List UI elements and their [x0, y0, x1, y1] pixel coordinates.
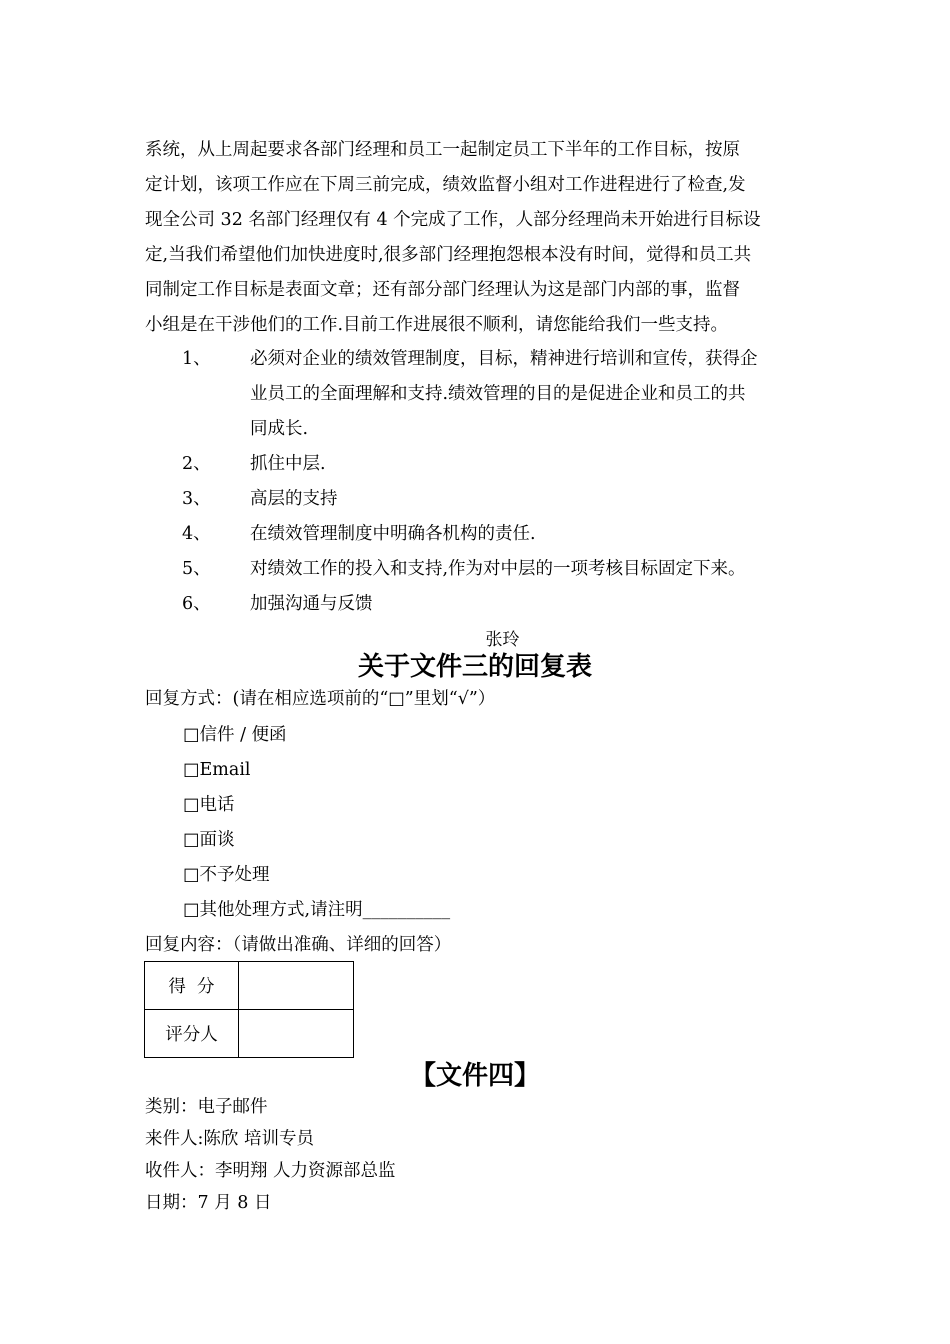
reply-content-label: 回复内容：（请做出准确、详细的回答）	[145, 935, 452, 955]
reply-form-title: 关于文件三的回复表	[357, 652, 592, 682]
list-item-line: 业员工的全面理解和支持.绩效管理的目的是促进企业和员工的共	[250, 384, 746, 404]
table-row	[145, 962, 354, 1010]
list-item-number: 4、	[182, 524, 211, 544]
list-item-text: 抓住中层.	[250, 454, 326, 474]
document-four-title: 【文件四】	[409, 1061, 540, 1091]
letter-line: 同制定工作目标是表面文章；还有部分部门经理认为这是部门内部的事，监督	[145, 280, 740, 300]
grader-field[interactable]	[239, 1010, 354, 1058]
score-label: 得 分	[145, 962, 239, 1010]
reply-method-label: 回复方式：(请在相应选项前的“□”里划“√”）	[145, 689, 496, 709]
letter-line: 小组是在干涉他们的工作.目前工作进展很不顺利，请您能给我们一些支持。	[145, 315, 729, 335]
list-item-text: 对绩效工作的投入和支持,作为对中层的一项考核目标固定下来。	[250, 559, 746, 579]
option-no-action[interactable]: □不予处理	[183, 865, 270, 885]
letter-line: 现全公司 32 名部门经理仅有 4 个完成了工作，人部分经理尚未开始进行目标设	[145, 210, 761, 230]
grader-label: 评分人	[145, 1010, 239, 1058]
list-item	[145, 447, 810, 482]
option-phone[interactable]: □电话	[183, 795, 235, 815]
list-item-number: 3、	[182, 489, 211, 509]
list-item-text	[250, 342, 810, 447]
signature: 张玲	[485, 630, 520, 650]
letter-line: 定,当我们希望他们加快进度时,很多部门经理抱怨根本没有时间，觉得和员工共	[145, 245, 752, 265]
list-item-number: 6、	[182, 594, 211, 614]
option-other[interactable]: □其他处理方式,请注明__________	[183, 900, 451, 920]
category-line: 类别：电子邮件	[145, 1097, 268, 1117]
sender-line: 来件人:陈欣 培训专员	[145, 1129, 314, 1149]
recipient-line: 收件人：李明翔 人力资源部总监	[145, 1161, 396, 1181]
list-item	[145, 517, 810, 552]
list-item	[145, 587, 810, 622]
list-item-line: 必须对企业的绩效管理制度，目标，精神进行培训和宣传，获得企	[250, 349, 758, 369]
list-item-text: 在绩效管理制度中明确各机构的责任.	[250, 524, 536, 544]
option-email[interactable]: □Email	[183, 760, 251, 780]
list-item-text: 高层的支持	[250, 489, 338, 509]
list-item	[145, 552, 810, 587]
option-meeting[interactable]: □面谈	[183, 830, 235, 850]
table-row	[145, 1010, 354, 1058]
score-table	[144, 961, 354, 1058]
list-item-text: 加强沟通与反馈	[250, 594, 373, 614]
list-item	[145, 342, 810, 447]
list-item-number: 2、	[182, 454, 211, 474]
list-item-number: 1、	[182, 349, 211, 369]
letter-line: 定计划，该项工作应在下周三前完成，绩效监督小组对工作进程进行了检查,发	[145, 175, 746, 195]
option-letter[interactable]: □信件 / 便函	[183, 725, 287, 745]
suggestion-list	[145, 342, 810, 622]
score-field[interactable]	[239, 962, 354, 1010]
list-item-number: 5、	[182, 559, 211, 579]
list-item	[145, 482, 810, 517]
letter-line: 系统，从上周起要求各部门经理和员工一起制定员工下半年的工作目标，按原	[145, 140, 740, 160]
date-line: 日期：7 月 8 日	[145, 1193, 272, 1213]
list-item-line: 同成长.	[250, 419, 309, 439]
letter-body	[145, 133, 810, 343]
